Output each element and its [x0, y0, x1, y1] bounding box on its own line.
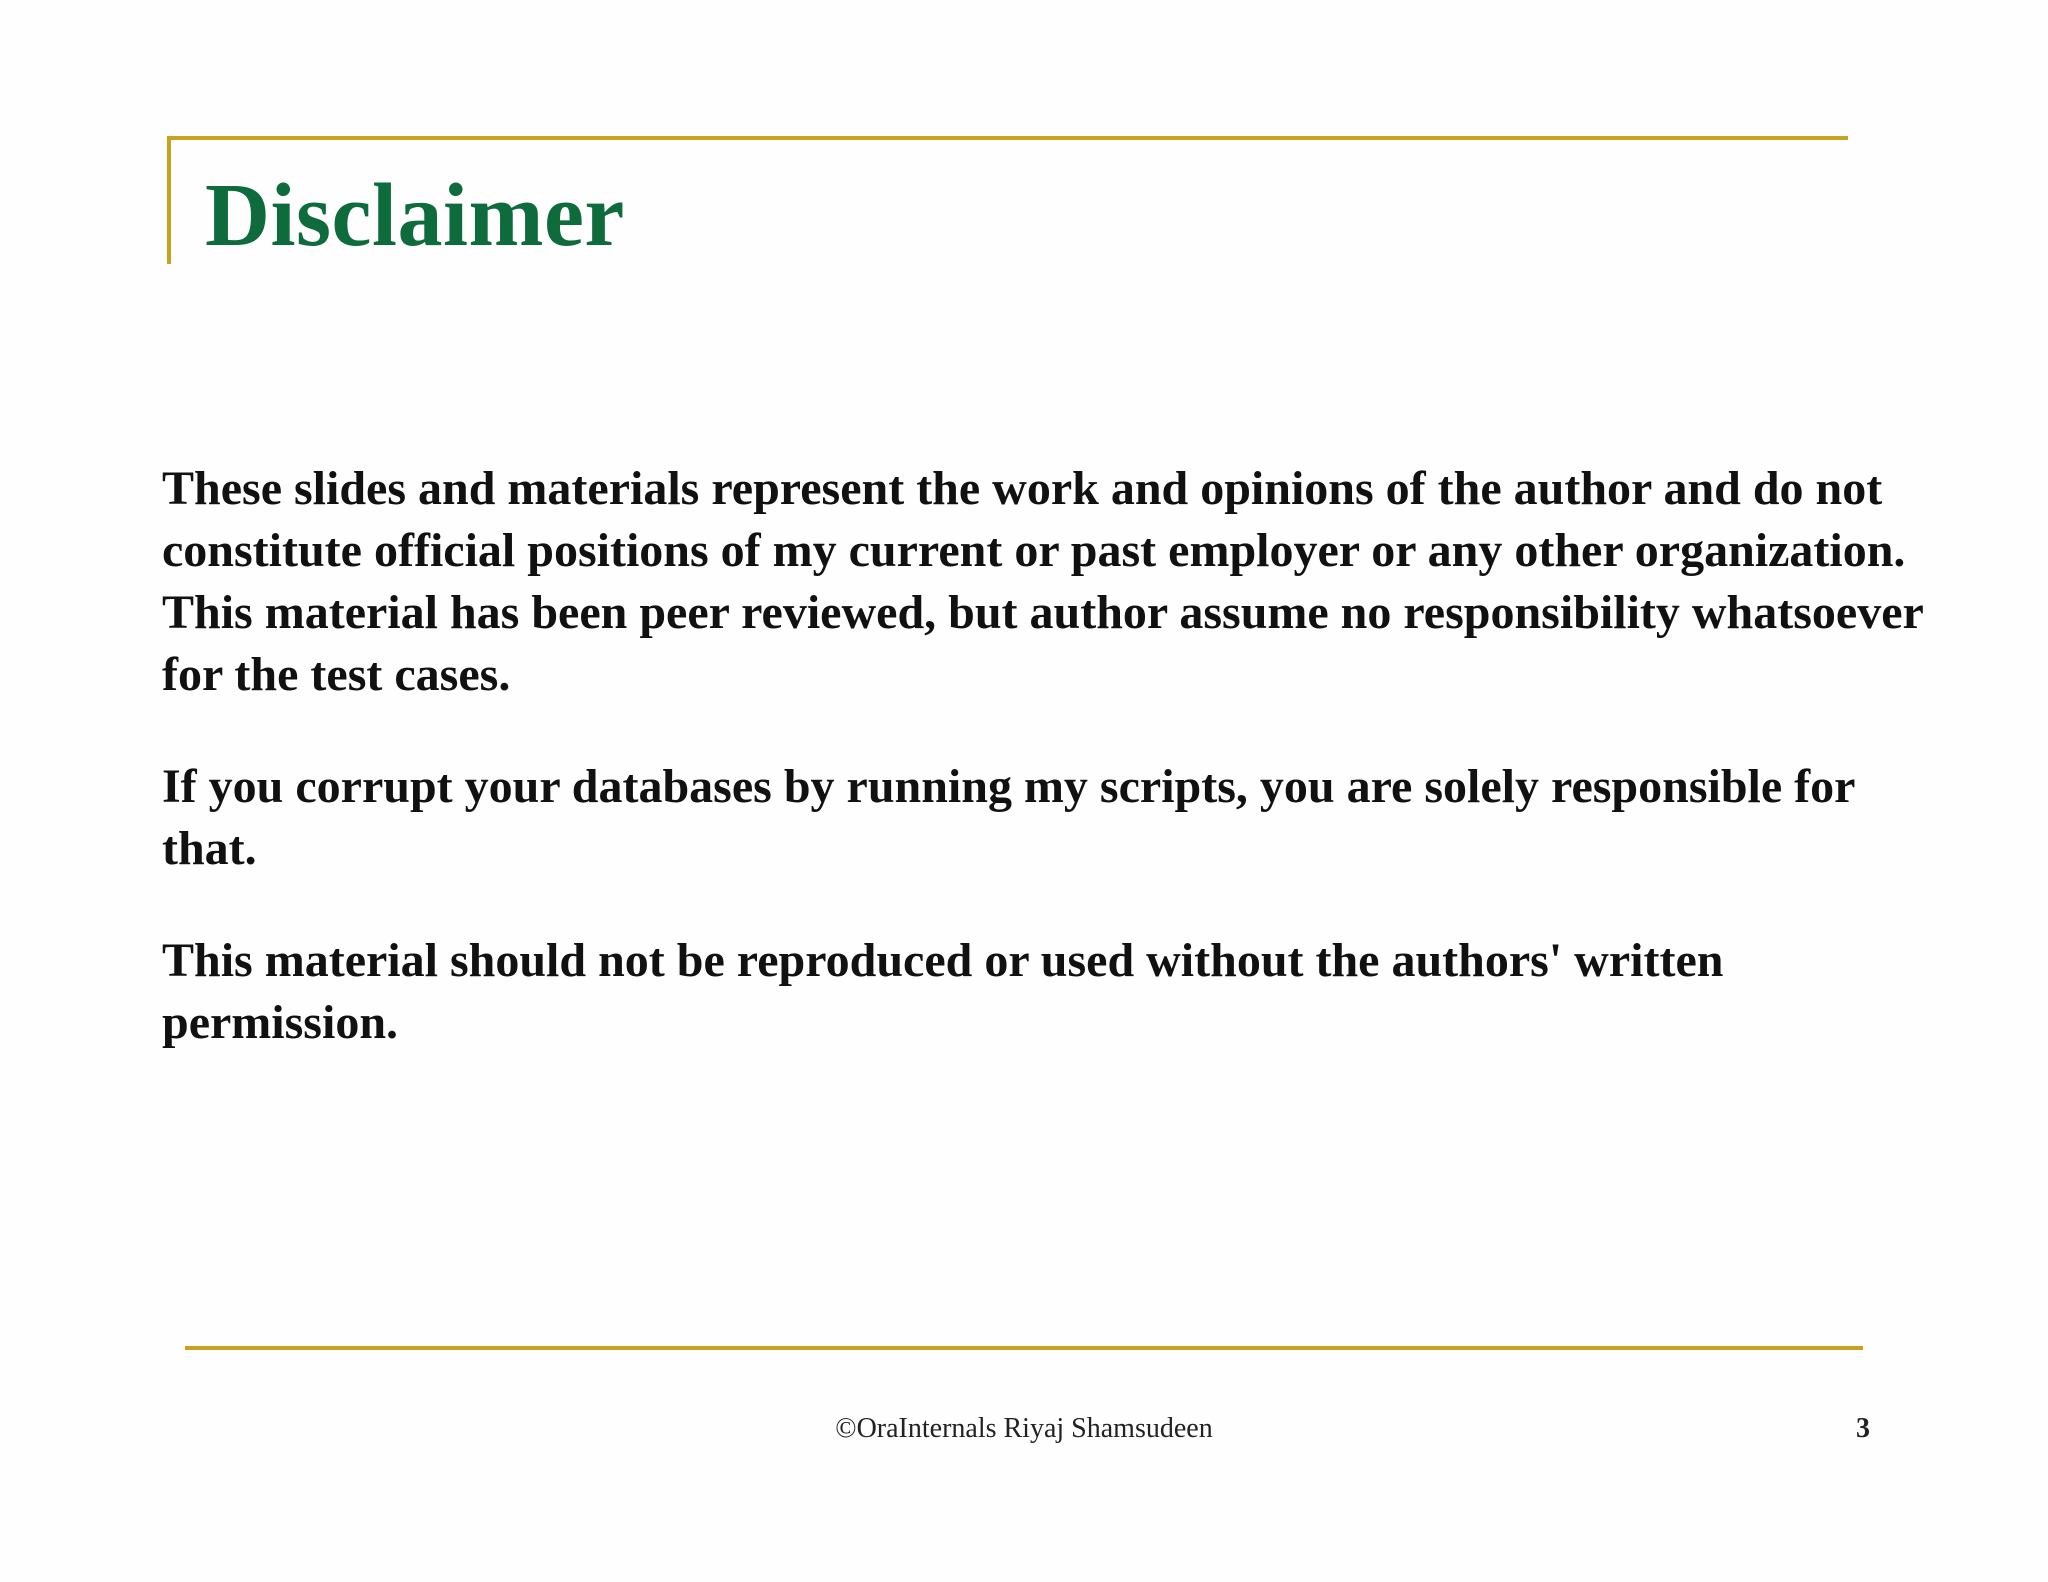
disclaimer-paragraph-3: This material should not be reproduced or used without the authors' written permission.: [162, 934, 1724, 1049]
footer-rule: [185, 1346, 1863, 1350]
disclaimer-paragraph-1: These slides and materials represent the work and opinions of the author and do not constitute official positions of my current or past employer or any other organization. This material has been peer reviewed, but author assume no responsibility whatsoever for the test cases.: [162, 462, 1923, 701]
slide-title: Disclaimer: [205, 166, 625, 265]
disclaimer-paragraph-2: If you corrupt your databases by running my scripts, you are solely responsible for that.: [162, 760, 1855, 875]
slide-body: [162, 458, 1942, 1104]
page-number: 3: [1856, 1413, 1870, 1444]
title-rule-top: [167, 136, 1848, 140]
title-rule-left: [167, 136, 171, 264]
footer-credit: ©OraInternals Riyaj Shamsudeen: [835, 1413, 1213, 1444]
